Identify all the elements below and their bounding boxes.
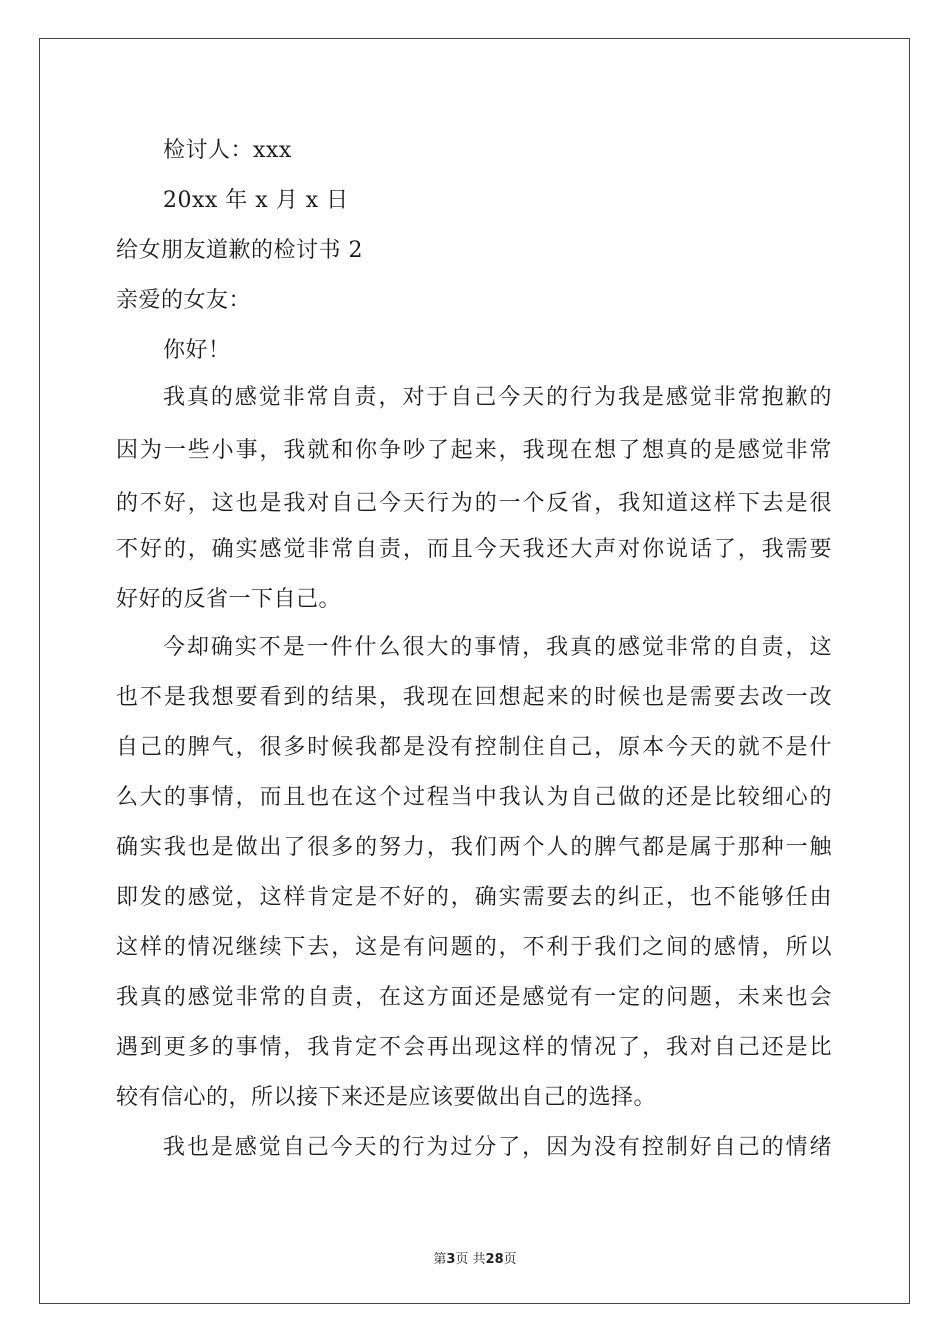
paragraph-line: 自己的脾气，很多时候我都是没有控制住自己，原本今天的就不是什	[116, 735, 832, 760]
paragraph-line: 我真的感觉非常的自责，在这方面还是感觉有一定的问题，未来也会	[116, 985, 832, 1010]
paragraph-line: 我也是感觉自己今天的行为过分了，因为没有控制好自己的情绪	[163, 1135, 832, 1160]
reviewer-signature: 检讨人：xxx	[163, 138, 292, 163]
salutation: 亲爱的女友：	[116, 288, 252, 313]
page-border	[39, 38, 910, 1304]
paragraph-line: 的不好，这也是我对自己今天行为的一个反省，我知道这样下去是很	[116, 491, 832, 516]
total-page-count: 28	[485, 1252, 504, 1267]
paragraph-line: 也不是我想要看到的结果，我现在回想起来的时候也是需要去改一改	[116, 685, 832, 710]
paragraph-line: 这样的情况继续下去，这是有问题的，不利于我们之间的感情，所以	[116, 935, 832, 960]
paragraph-line: 较有信心的，所以接下来还是应该要做出自己的选择。	[116, 1085, 657, 1110]
paragraph-line: 确实我也是做出了很多的努力，我们两个人的脾气都是属于那种一触	[116, 835, 832, 860]
paragraph-line: 遇到更多的事情，我肯定不会再出现这样的情况了，我对自己还是比	[116, 1035, 832, 1060]
paragraph-line: 即发的感觉，这样肯定是不好的，确实需要去的纠正，也不能够任由	[116, 885, 832, 910]
page-footer	[0, 1248, 950, 1267]
paragraph-line: 我真的感觉非常自责，对于自己今天的行为我是感觉非常抱歉的	[163, 385, 832, 410]
greeting: 你好！	[163, 338, 231, 363]
current-page-number: 3	[446, 1252, 456, 1267]
paragraph-line: 因为一些小事，我就和你争吵了起来，我现在想了想真的是感觉非常	[116, 438, 832, 463]
paragraph-line: 么大的事情，而且也在这个过程当中我认为自己做的还是比较细心的	[116, 785, 832, 810]
footer-prefix: 第	[433, 1252, 447, 1267]
footer-suffix: 页	[503, 1252, 517, 1267]
paragraph-line: 今却确实不是一件什么很大的事情，我真的感觉非常的自责，这	[163, 635, 832, 660]
date-line: 20xx 年 x 月 x 日	[163, 188, 349, 213]
section-title: 给女朋友道歉的检讨书 2	[116, 238, 363, 263]
paragraph-line: 好好的反省一下自己。	[116, 587, 342, 612]
footer-mid: 页 共	[455, 1252, 486, 1267]
paragraph-line: 不好的，确实感觉非常自责，而且今天我还大声对你说话了，我需要	[116, 537, 832, 562]
